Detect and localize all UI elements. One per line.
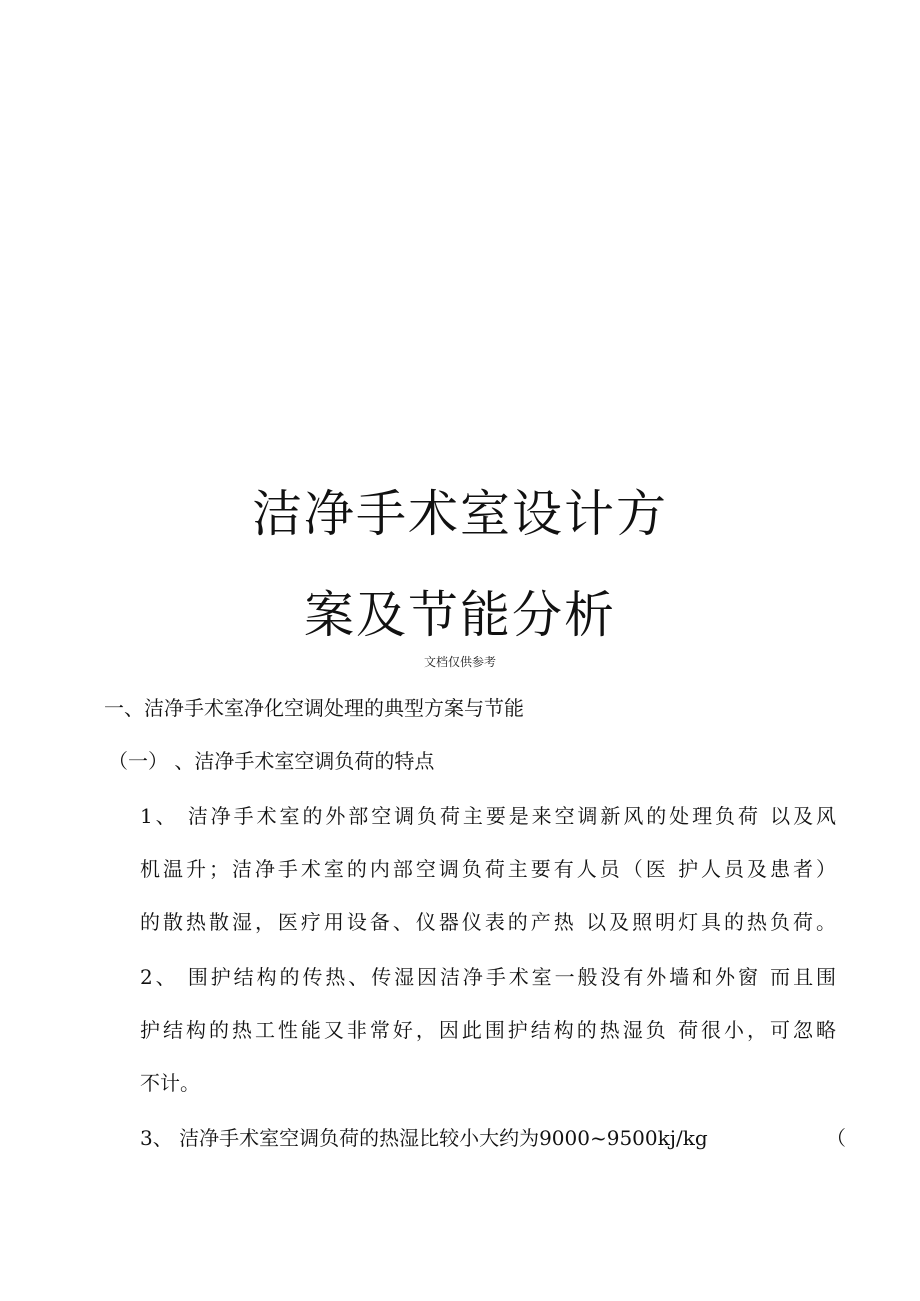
- item-2-line-3: 不计。: [140, 1071, 200, 1095]
- item-2-line-2: 护结构的热工性能又非常好，因此围护结构的热湿负 荷很小，可忽略: [140, 1018, 836, 1042]
- item-3-trailing-paren: （: [826, 1126, 846, 1150]
- document-title-line-2: 案及节能分析: [304, 586, 616, 644]
- reference-note: 文档仅供参考: [423, 655, 496, 669]
- section-heading: 一、洁净手术室净化空调处理的典型方案与节能: [104, 696, 524, 720]
- item-1-line-3: 的散热散湿，医疗用设备、仪器仪表的产热 以及照明灯具的热负荷。: [140, 910, 836, 934]
- item-1-line-1: 1、 洁净手术室的外部空调负荷主要是来空调新风的处理负荷 以及风: [140, 804, 836, 828]
- document-title-line-1: 洁净手术室设计方: [252, 485, 668, 543]
- subsection-heading: （一） 、洁净手术室空调负荷的特点: [108, 749, 435, 773]
- item-3-line-1: 3、 洁净手术室空调负荷的热湿比较小大约为9000~9500kj/kg: [140, 1126, 708, 1150]
- item-1-line-2: 机温升；洁净手术室的内部空调负荷主要有人员（医 护人员及患者）: [140, 857, 836, 881]
- item-2-line-1: 2、 围护结构的传热、传湿因洁净手术室一般没有外墙和外窗 而且围: [140, 965, 836, 989]
